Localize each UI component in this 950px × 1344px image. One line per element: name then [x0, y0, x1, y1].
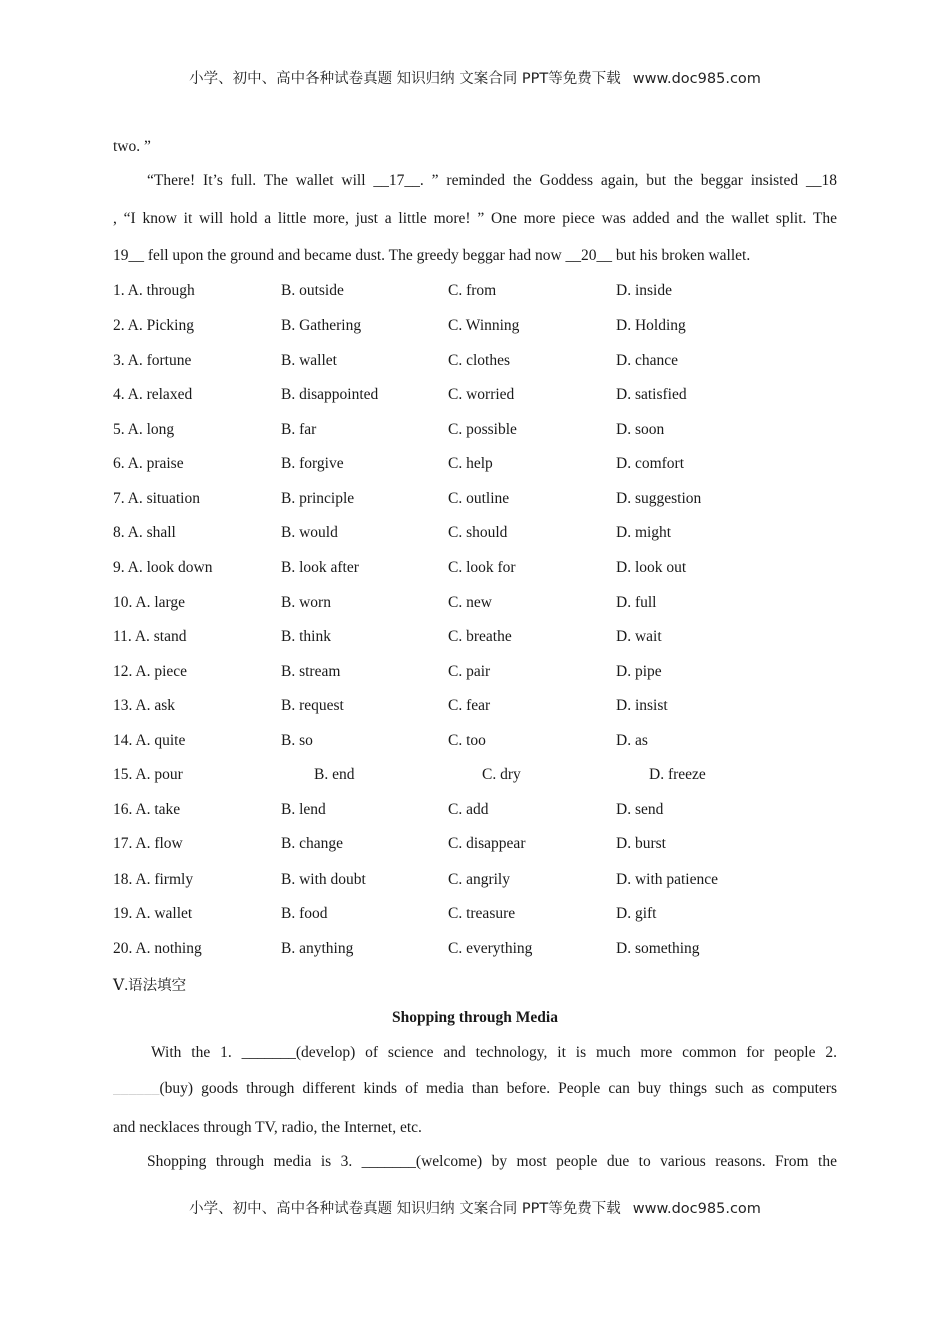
blank-2: ______	[113, 1080, 160, 1097]
q11-d: D. wait	[616, 628, 662, 645]
q14-b: B. so	[281, 732, 313, 749]
q20-a: 20. A. nothing	[113, 940, 202, 957]
q11-c: C. breathe	[448, 628, 512, 645]
q6-d: D. comfort	[616, 455, 685, 472]
q8-d: D. might	[616, 524, 672, 541]
blank-20: __20__	[565, 247, 613, 264]
q9-b: B. look after	[281, 559, 359, 576]
q19-a: 19. A. wallet	[113, 905, 193, 922]
q10-c: C. new	[448, 594, 492, 611]
q16-b: B. lend	[281, 801, 326, 818]
q7-c: C. outline	[448, 490, 510, 507]
passage-line-2: , “I know it will hold a little more, just a little more! ” One more piece was added and the wallet split. The	[113, 210, 837, 227]
q17-c: C. disappear	[448, 835, 526, 852]
q7-a: 7. A. situation	[113, 490, 200, 507]
q17-b: B. change	[281, 835, 343, 852]
q3-c: C. clothes	[448, 352, 510, 369]
blank-18: __18	[805, 172, 837, 189]
section-label: 语法填空	[128, 978, 187, 994]
q19-b: B. food	[281, 905, 328, 922]
passage-line-1: “There! It’s full. The wallet will __17__. ” reminded the Goddess again, but the beggar insisted __18	[147, 172, 837, 189]
page-footer	[0, 1197, 950, 1218]
q6-b: B. forgive	[281, 455, 344, 472]
q4-c: C. worried	[448, 386, 515, 403]
q15-c: C. dry	[482, 766, 521, 783]
q17-d: D. burst	[616, 835, 666, 852]
q12-a: 12. A. piece	[113, 663, 188, 680]
q18-d: D. with patience	[616, 871, 719, 888]
q14-c: C. too	[448, 732, 486, 749]
q3-d: D. chance	[616, 352, 678, 369]
q10-b: B. worn	[281, 594, 331, 611]
footer-url[interactable]: www.doc985.com	[632, 1201, 761, 1217]
header-url[interactable]: www.doc985.com	[632, 71, 761, 87]
q14-a: 14. A. quite	[113, 732, 186, 749]
q4-a: 4. A. relaxed	[113, 386, 193, 403]
q13-d: D. insist	[616, 697, 668, 714]
header-text: 小学、初中、高中各种试卷真题 知识归纳 文案合同 PPT等免费下载	[189, 71, 621, 87]
q1-d: D. inside	[616, 282, 672, 299]
q16-c: C. add	[448, 801, 489, 818]
q4-b: B. disappointed	[281, 386, 379, 403]
blank-17: __17__	[373, 172, 420, 189]
q13-a: 13. A. ask	[113, 697, 175, 714]
q11-a: 11. A. stand	[113, 628, 187, 645]
q1-b: B. outside	[281, 282, 344, 299]
q12-b: B. stream	[281, 663, 341, 680]
q12-d: D. pipe	[616, 663, 662, 680]
q8-c: C. should	[448, 524, 508, 541]
q16-d: D. send	[616, 801, 664, 818]
grammar-title: Shopping through Media	[392, 1009, 558, 1026]
q9-c: C. look for	[448, 559, 516, 576]
q19-c: C. treasure	[448, 905, 516, 922]
q10-d: D. full	[616, 594, 657, 611]
q9-a: 9. A. look down	[113, 559, 213, 576]
q7-b: B. principle	[281, 490, 355, 507]
q6-a: 6. A. praise	[113, 455, 184, 472]
q20-d: D. something	[616, 940, 700, 957]
grammar-p2-line1: Shopping through media is 3. _______(welcome) by most people due to various reasons. From the	[147, 1153, 837, 1170]
q5-d: D. soon	[616, 421, 665, 438]
passage-line-3: 19__ fell upon the ground and became dust. The greedy beggar had now __20__ but his broken wallet.	[113, 247, 751, 264]
q18-b: B. with doubt	[281, 871, 366, 888]
q11-b: B. think	[281, 628, 331, 645]
q2-a: 2. A. Picking	[113, 317, 194, 334]
footer-text: 小学、初中、高中各种试卷真题 知识归纳 文案合同 PPT等免费下载	[189, 1201, 621, 1217]
q2-c: C. Winning	[448, 317, 520, 334]
section-number: Ⅴ.	[113, 977, 129, 994]
q1-c: C. from	[448, 282, 497, 299]
grammar-p1-line1: With the 1. _______(develop) of science and technology, it is much more common for people 2.	[151, 1044, 837, 1061]
q17-a: 17. A. flow	[113, 835, 183, 852]
q20-b: B. anything	[281, 940, 354, 957]
passage-line-0: two. ”	[113, 138, 151, 155]
q10-a: 10. A. large	[113, 594, 186, 611]
q9-d: D. look out	[616, 559, 687, 576]
q4-d: D. satisfied	[616, 386, 687, 403]
q3-b: B. wallet	[281, 352, 337, 369]
q5-c: C. possible	[448, 421, 517, 438]
q3-a: 3. A. fortune	[113, 352, 192, 369]
grammar-p1-line3: and necklaces through TV, radio, the Internet, etc.	[113, 1119, 422, 1136]
section-heading	[113, 974, 186, 995]
q7-d: D. suggestion	[616, 490, 702, 507]
q14-d: D. as	[616, 732, 648, 749]
q18-a: 18. A. firmly	[113, 871, 194, 888]
q6-c: C. help	[448, 455, 493, 472]
q1-a: 1. A. through	[113, 282, 195, 299]
q15-a: 15. A. pour	[113, 766, 183, 783]
blank-19: 19__	[113, 247, 144, 264]
q15-b: B. end	[314, 766, 355, 783]
q8-b: B. would	[281, 524, 338, 541]
q18-c: C. angrily	[448, 871, 510, 888]
q19-d: D. gift	[616, 905, 657, 922]
page-header	[0, 67, 950, 88]
q5-b: B. far	[281, 421, 317, 438]
q5-a: 5. A. long	[113, 421, 175, 438]
q2-b: B. Gathering	[281, 317, 362, 334]
q8-a: 8. A. shall	[113, 524, 176, 541]
q20-c: C. everything	[448, 940, 533, 957]
q16-a: 16. A. take	[113, 801, 181, 818]
q2-d: D. Holding	[616, 317, 686, 334]
q13-c: C. fear	[448, 697, 491, 714]
grammar-p1-line2: ______(buy) goods through different kinds of media than before. People can buy things such as computers	[113, 1080, 837, 1097]
q12-c: C. pair	[448, 663, 491, 680]
q13-b: B. request	[281, 697, 344, 714]
q15-d: D. freeze	[649, 766, 706, 783]
